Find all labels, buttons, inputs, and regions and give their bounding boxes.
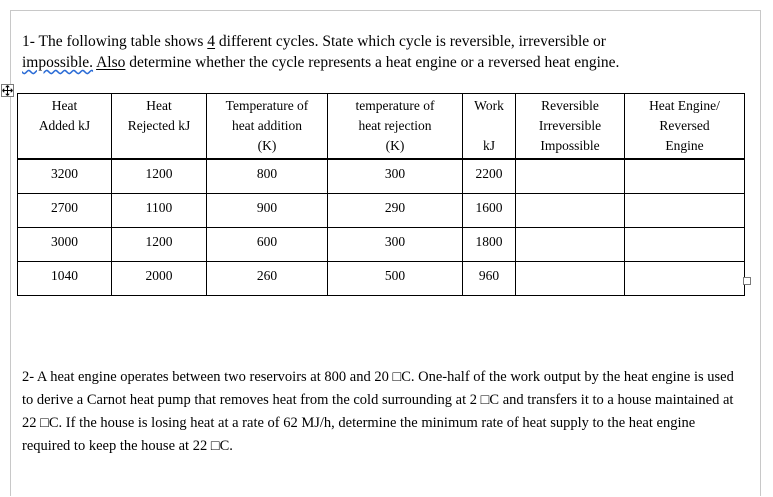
cell-temp-addition[interactable]: 900 [207,194,328,228]
cell-reversibility[interactable] [516,262,625,296]
cell-temp-addition[interactable]: 600 [207,228,328,262]
question-1-text-b: different cycles. State which cycle is reversible, irreversible or [215,33,606,50]
cell-reversibility[interactable] [516,159,625,194]
question-1-text-a: The following table shows [34,33,208,50]
cell-reversibility[interactable] [516,228,625,262]
cell-work[interactable]: 1600 [463,194,516,228]
cell-temp-addition[interactable]: 800 [207,159,328,194]
cell-temp-rejection[interactable]: 300 [328,228,463,262]
table-row [18,159,745,194]
header-temperature-rejection: temperature of heat rejection (K) [328,94,463,160]
table-move-handle-icon[interactable] [1,84,14,97]
cell-temp-addition[interactable]: 260 [207,262,328,296]
cell-reversibility[interactable] [516,194,625,228]
header-reversibility: Reversible Irreversible Impossible [516,94,625,160]
cell-heat-added[interactable]: 3000 [18,228,112,262]
question-2-text: A heat engine operates between two reservoirs at 800 and 20 □C. One-half of the work output by the heat engine is used to derive a Carnot heat pump that removes heat from the cold surrounding at 2 □C and transfers it to a house maintained at 22 □C. If the house is losing heat at a rate of 62 MJ/h, determine the minimum rate of heat supply to the heat engine required to keep the house at 22 □C. [22,369,734,454]
cell-heat-rejected[interactable]: 1200 [112,159,207,194]
cell-work[interactable]: 1800 [463,228,516,262]
table-header-row [18,94,745,160]
header-heat-rejected: Heat Rejected kJ [112,94,207,160]
header-heat-added: Heat Added kJ [18,94,112,160]
cell-engine-type[interactable] [625,262,745,296]
cell-work[interactable]: 2200 [463,159,516,194]
cell-engine-type[interactable] [625,228,745,262]
cell-work[interactable]: 960 [463,262,516,296]
cell-heat-rejected[interactable]: 2000 [112,262,207,296]
cell-engine-type[interactable] [625,194,745,228]
cell-temp-rejection[interactable]: 500 [328,262,463,296]
question-1-count: 4 [207,33,216,50]
cell-heat-added[interactable]: 2700 [18,194,112,228]
question-1 [22,31,722,73]
question-1-also: Also [96,54,126,71]
table-resize-handle[interactable] [743,277,751,285]
question-2 [22,366,742,458]
cycles-table [17,93,745,296]
table-row [18,194,745,228]
table-row [18,228,745,262]
cell-heat-rejected[interactable]: 1200 [112,228,207,262]
question-2-number: 2- [22,369,35,385]
header-work: Work kJ [463,94,516,160]
header-engine-type: Heat Engine/ Reversed Engine [625,94,745,160]
question-1-text-c: determine whether the cycle represents a heat engine or a reversed heat engine. [125,54,620,71]
header-temperature-addition: Temperature of heat addition (K) [207,94,328,160]
spelling-flag-impossible[interactable]: impossible. [22,54,94,71]
cell-engine-type[interactable] [625,159,745,194]
cell-heat-rejected[interactable]: 1100 [112,194,207,228]
cell-temp-rejection[interactable]: 300 [328,159,463,194]
table-row [18,262,745,296]
cell-heat-added[interactable]: 3200 [18,159,112,194]
question-1-number: 1- [22,33,35,50]
cell-heat-added[interactable]: 1040 [18,262,112,296]
cell-temp-rejection[interactable]: 290 [328,194,463,228]
